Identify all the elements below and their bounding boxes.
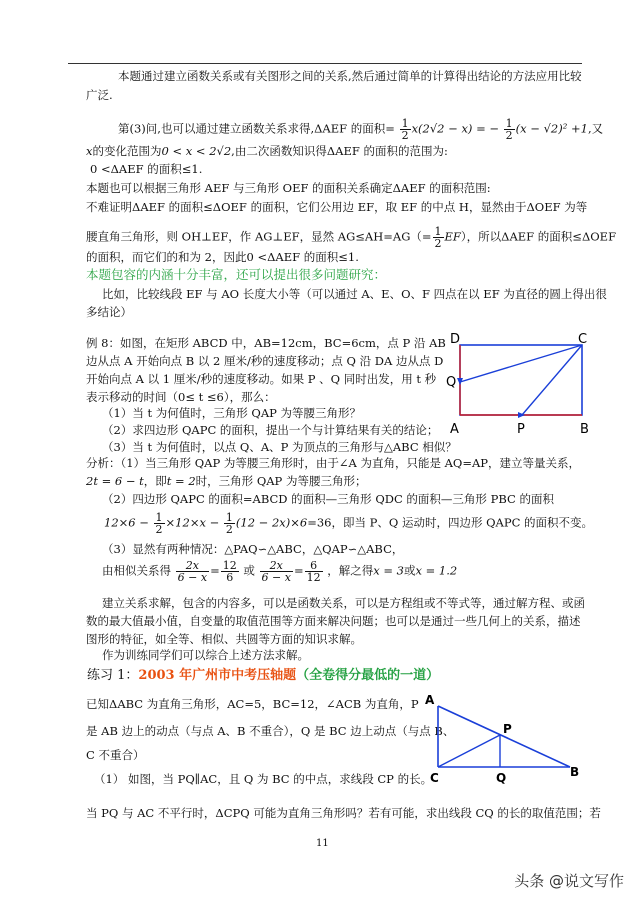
analysis-3: （3）显然有两种情况：△PAQ∽△ABC，△QAP∽△ABC， bbox=[102, 542, 404, 556]
paragraph-9: 比如，比较线段 EF 与 AO 长度大小等（可以通过 A、E、O、F 四点在以 EF 为直径的圆上得出很 bbox=[102, 287, 607, 301]
question-1 bbox=[86, 697, 419, 712]
analysis-2-formula bbox=[104, 512, 593, 535]
watermark: 头条 @说文写作 bbox=[514, 872, 624, 890]
paragraph-8 bbox=[86, 250, 359, 265]
label-a: A bbox=[425, 693, 435, 707]
num: 12 bbox=[222, 559, 237, 572]
figure-triangle-abc bbox=[420, 692, 590, 787]
text: OEF bbox=[590, 229, 617, 244]
fraction bbox=[224, 512, 235, 535]
highlight-line: 本题包容的内涵十分丰富，还可以提出很多问题研究： bbox=[86, 267, 387, 282]
practice-source: 2003 年广州市中考压轴题 bbox=[138, 668, 297, 683]
fraction bbox=[504, 118, 515, 141]
paragraph-5 bbox=[86, 181, 491, 196]
text: AEF 的面积≤1. bbox=[275, 250, 359, 264]
summary-4: 作为训练同学们可以综合上述方法求解。 bbox=[102, 648, 309, 662]
text: 当 PQ 与 AC 不平行时， bbox=[86, 806, 216, 820]
label-a: A bbox=[450, 422, 459, 437]
text: ABC 为直角三角形，AC=5，BC=12，∠ACB 为直角，P bbox=[117, 697, 419, 711]
paragraph-3 bbox=[86, 144, 448, 159]
text: =36，即当 P、Q 运动时，四边形 QAPC 的面积不变。 bbox=[307, 515, 594, 530]
num: 1 bbox=[155, 511, 163, 524]
num: 6 bbox=[305, 560, 323, 572]
rect-abcd bbox=[460, 345, 582, 415]
formula: (x − √2)² +1 bbox=[515, 121, 588, 136]
paragraph-9-end: 多结论） bbox=[86, 305, 132, 319]
formula: x(2√2 − x) = − bbox=[411, 121, 499, 136]
question-3: C 不重合） bbox=[86, 748, 145, 762]
label-c: C bbox=[578, 332, 588, 347]
label-d: D bbox=[450, 332, 461, 347]
var: x bbox=[86, 144, 93, 158]
text: ,又 bbox=[587, 121, 604, 136]
paragraph-2 bbox=[118, 118, 603, 141]
label-p: P bbox=[517, 422, 525, 437]
paragraph-6 bbox=[86, 200, 587, 215]
analysis-1: 分析：（1）当三角形 QAP 为等腰三角形时，由于∠A 为直角，只能是 AQ=AP，建立等量关系， bbox=[86, 456, 581, 470]
text: 的面积，而它们的和为 2，因此 bbox=[86, 250, 247, 264]
text: 本题也可以根据三角形 AEF 与三角形 OEF 的面积关系确定 bbox=[86, 181, 393, 195]
label-b: B bbox=[570, 765, 580, 779]
triangle-symbol: Δ bbox=[526, 200, 535, 214]
text: 第(3)问,也可以通过建立函数关系求得, bbox=[118, 121, 315, 136]
text: AEF 的面积范围: bbox=[400, 181, 491, 195]
text: 时，三角形 QAP 为等腰三角形； bbox=[195, 474, 367, 488]
triangle-symbol: Δ bbox=[110, 162, 119, 176]
text: 已知 bbox=[86, 697, 109, 711]
den: 2 bbox=[505, 129, 513, 142]
formula: x = 1.2 bbox=[415, 563, 458, 578]
text: OEF 为等 bbox=[534, 200, 588, 214]
den: 12 bbox=[306, 571, 321, 584]
text: AEF 的面积≤1. bbox=[118, 162, 203, 176]
den: 6 − x bbox=[261, 571, 291, 584]
triangle-symbol: Δ bbox=[314, 121, 323, 136]
fraction bbox=[400, 118, 411, 141]
segment-qc bbox=[460, 345, 582, 382]
label-q: Q bbox=[496, 771, 507, 785]
text: ,由二次函数知识得 bbox=[231, 144, 327, 158]
num: 1 bbox=[505, 117, 513, 130]
num: 1 bbox=[434, 225, 442, 238]
formula: 0 < x < 2√2 bbox=[161, 144, 232, 158]
figure-rectangle-abcd bbox=[440, 328, 600, 438]
segment-pc bbox=[522, 345, 582, 415]
practice-label: 练习 1： bbox=[87, 668, 139, 683]
fraction bbox=[260, 560, 293, 583]
ex8-line-4: 表示移动的时间（0≤ t ≤6），那么： bbox=[86, 390, 276, 404]
formula: 2t = 6 − t bbox=[86, 474, 144, 488]
formula: EF bbox=[444, 229, 461, 244]
paragraph-7 bbox=[86, 226, 616, 249]
fraction bbox=[221, 560, 239, 583]
paragraph-1: 本题通过建立函数关系或有关图形之间的关系,然后通过简单的计算得出结论的方法应用比较 bbox=[118, 69, 582, 83]
fraction bbox=[305, 560, 323, 583]
label-q: Q bbox=[446, 375, 457, 390]
label-c: C bbox=[430, 771, 439, 785]
label-b: B bbox=[580, 422, 589, 437]
text: ），所以 bbox=[460, 229, 502, 244]
triangle-symbol: Δ bbox=[132, 200, 141, 214]
formula: t = 2 bbox=[166, 474, 196, 488]
ex8-line-3: 开始向点 A 以 1 厘米/秒的速度移动。如果 P 、Q 同时出发，用 t 秒 bbox=[86, 372, 437, 386]
fraction bbox=[433, 226, 444, 249]
text: 由相似关系得 bbox=[102, 563, 171, 578]
fraction bbox=[154, 512, 165, 535]
formula: x = 3 bbox=[373, 563, 404, 578]
den: 2 bbox=[225, 523, 233, 536]
den: 2 bbox=[434, 237, 442, 250]
triangle-symbol: Δ bbox=[109, 697, 118, 711]
label-p: P bbox=[503, 722, 512, 736]
triangle-symbol: Δ bbox=[267, 250, 276, 264]
ex8-line-1: 例 8：如图，在矩形 ABCD 中，AB=12cm，BC=6cm，点 P 沿 AB bbox=[86, 336, 446, 350]
num: 2x bbox=[260, 560, 293, 572]
triangle-symbol: Δ bbox=[501, 229, 510, 244]
text: ，解之得 bbox=[327, 563, 374, 578]
summary-1: 建立关系求解，包含的内容多，可以是函数关系，可以是方程组或不等式等，通过解方程、或函 bbox=[102, 596, 585, 610]
practice-title bbox=[87, 664, 439, 683]
triangle-symbol: Δ bbox=[212, 200, 222, 214]
text: ，即 bbox=[143, 474, 167, 488]
analysis-3-formula: 由相似关系得 $\frac{2x}{6 - x}$ = $\frac{12}{6}$ 或 $\frac{2x}{6 - x}$ = $\frac{6}{12}$ ，解之得x = 3或x = 1.2 bbox=[102, 559, 458, 584]
triangle-symbol: Δ bbox=[581, 229, 591, 244]
triangle-symbol: Δ bbox=[392, 181, 401, 195]
den: 6 − x bbox=[177, 571, 208, 584]
paragraph-1-end: 广泛. bbox=[86, 88, 113, 102]
den: 2 bbox=[401, 129, 409, 142]
num: 2x bbox=[176, 560, 209, 572]
text: AEF 的面积≤ bbox=[509, 229, 582, 244]
text: 0 < bbox=[90, 162, 111, 176]
ex8-line-2: 边从点 A 开始向点 B 以 2 厘米/秒的速度移动；点 Q 沿 DA 边从点 D bbox=[86, 354, 444, 368]
analysis-2: （2）四边形 QAPC 的面积=ABCD 的面积—三角形 QDC 的面积—三角形 PBC 的面积 bbox=[102, 492, 554, 506]
text: CPQ 可能为直角三角形吗？若有可能，求出线段 CQ 的长的取值范围；若 bbox=[223, 806, 601, 820]
question-2: 是 AB 边上的动点（与点 A、B 不重合），Q 是 BC 边上动点（与点 B、 bbox=[86, 724, 455, 738]
den: 6 bbox=[226, 571, 234, 584]
text: 或 bbox=[243, 563, 255, 578]
question-5 bbox=[86, 806, 601, 821]
summary-2: 数的最大值最小值，自变量的取值范围等方面来解决问题；也可以是通过一些几何上的关系，描述 bbox=[86, 614, 581, 628]
text: AEF 的面积= bbox=[322, 121, 395, 136]
edge-ab bbox=[438, 706, 570, 767]
triangle-symbol: Δ bbox=[215, 806, 224, 820]
ex8-line-5: （1）当 t 为何值时，三角形 QAP 为等腰三角形？ bbox=[102, 406, 362, 420]
page-number: 11 bbox=[316, 838, 329, 849]
analysis-1b bbox=[86, 474, 366, 489]
text: AEF 的面积的范围为: bbox=[335, 144, 448, 158]
fraction bbox=[176, 560, 209, 583]
ex8-line-7: （3）当 t 为何值时，以点 Q、A、P 为顶点的三角形与△ABC 相似？ bbox=[102, 440, 457, 454]
header-rule bbox=[68, 63, 582, 64]
den: 2 bbox=[155, 523, 163, 536]
text: OEF 的面积，它们公用边 EF，取 EF 的中点 H，显然由于 bbox=[221, 200, 527, 214]
text: 腰直角三角形，则 OH⊥EF，作 AG⊥EF，显然 AG≤AH=AG（= bbox=[86, 229, 432, 244]
question-4: （1） 如图，当 PQ∥AC，且 Q 为 BC 的中点，求线段 CP 的长。 bbox=[94, 772, 433, 786]
triangle-symbol: Δ bbox=[326, 144, 336, 158]
paragraph-4 bbox=[90, 162, 202, 177]
text: AEF 的面积≤ bbox=[140, 200, 213, 214]
num: 1 bbox=[401, 117, 409, 130]
ex8-line-6: （2）求四边形 QAPC 的面积，提出一个与计算结果有关的结论； bbox=[102, 423, 439, 437]
text: 0 < bbox=[246, 250, 268, 264]
formula: 12×6 − bbox=[104, 515, 149, 530]
formula: ×12×x − bbox=[165, 515, 220, 530]
text: 的变化范围为 bbox=[92, 144, 162, 158]
practice-note: （全卷得分最低的一道） bbox=[296, 668, 440, 683]
text: 或 bbox=[404, 563, 416, 578]
text: 不难证明 bbox=[86, 200, 132, 214]
segment-cp bbox=[438, 735, 500, 767]
formula: (12 − 2x)×6 bbox=[235, 515, 308, 530]
num: 1 bbox=[225, 511, 233, 524]
summary-3: 图形的特征，如全等、相似、共圆等方面的知识求解。 bbox=[86, 632, 362, 646]
